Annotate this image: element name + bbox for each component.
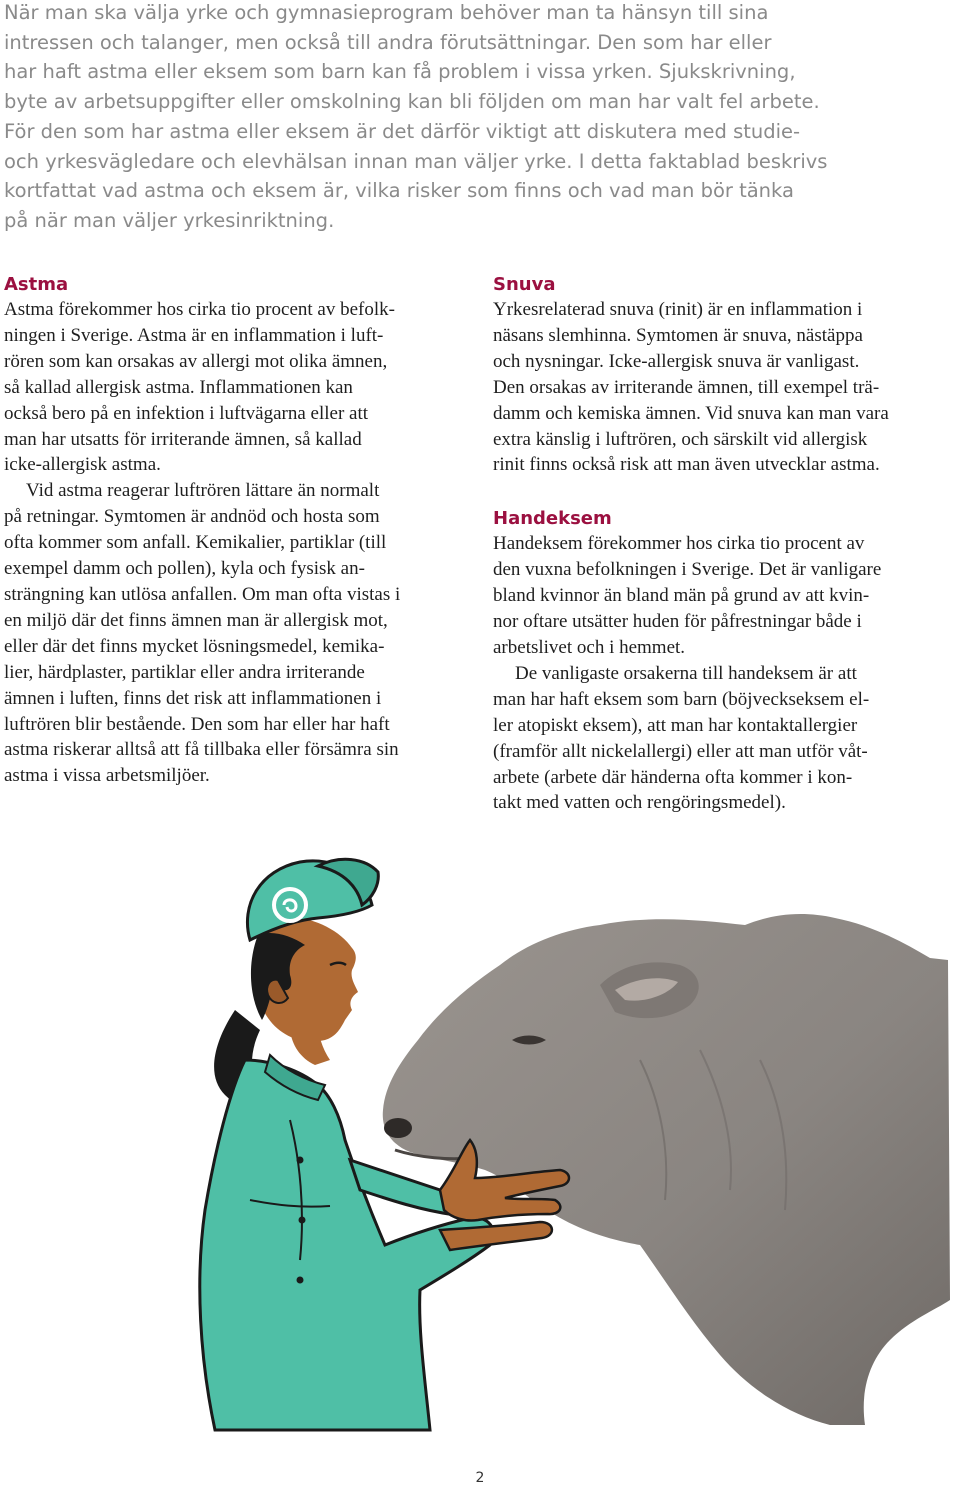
text-line: De vanligaste orsakerna till handeksem är att: [515, 662, 857, 684]
text-line: en miljö där det finns ämnen man är allergisk mot,: [4, 609, 388, 631]
text-line: och nysningar. Icke-allergisk snuva är vanligast.: [493, 350, 860, 372]
paragraph: [493, 297, 948, 478]
section-snuva: [493, 272, 948, 478]
text-line: (framför allt nickelallergi) eller att man utför våt-: [493, 740, 868, 762]
text-line: man har haft eksem som barn (böjveckseksem el-: [493, 688, 870, 710]
text-line: Handeksem förekommer hos cirka tio procent av: [493, 533, 865, 555]
text-line: icke-allergisk astma.: [4, 454, 161, 476]
intro-line: byte av arbetsuppgifter eller omskolning kan bli följden om man har valt fel arbete.: [4, 90, 820, 114]
intro-line: För den som har astma eller eksem är det därför viktigt att diskutera med studie-: [4, 119, 801, 143]
text-line: nor oftare utsätter huden för påfrestningar både i: [493, 611, 862, 633]
intro-line: på när man väljer yrkesinriktning.: [4, 208, 335, 232]
paragraph: [4, 297, 459, 478]
text-line: rinit finns också risk att man även utvecklar astma.: [493, 454, 880, 476]
text-line: lier, härdplaster, partiklar eller andra irriterande: [4, 661, 365, 683]
text-line: eller där det finns mycket lösningsmedel, kemika-: [4, 635, 385, 657]
intro-line: och yrkesvägledare och elevhälsan innan man väljer yrke. I detta faktablad beskrivs: [4, 149, 828, 173]
text-line: näsans slemhinna. Symtomen är snuva, nästäppa: [493, 324, 863, 346]
section-heading: Astma: [4, 274, 69, 295]
paragraph: [493, 661, 948, 816]
intro-line: När man ska välja yrke och gymnasieprogram behöver man ta hänsyn till sina: [4, 1, 769, 24]
text-line: Astma förekommer hos cirka tio procent av befolk-: [4, 299, 395, 320]
text-line: astma i vissa arbetsmiljöer.: [4, 765, 210, 787]
text-line: strängning kan utlösa anfallen. Om man ofta vistas i: [4, 583, 401, 605]
intro-line: har haft astma eller eksem som barn kan få problem i vissa yrken. Sjukskrivning,: [4, 60, 796, 84]
text-line: luftrören blir bestående. Den som har eller har haft: [4, 713, 390, 735]
text-line: rören som kan orsakas av allergi mot olika ämnen,: [4, 350, 388, 372]
text-line: ningen i Sverige. Astma är en inflammation i luft-: [4, 324, 384, 346]
paragraph: [4, 478, 459, 789]
text-line: Den orsakas av irriterande ämnen, till exempel trä-: [493, 376, 880, 398]
section-heading: Handeksem: [493, 508, 612, 530]
text-line: ler atopiskt eksem), att man har kontaktallergier: [493, 714, 858, 736]
text-line: ämnen i luften, finns det risk att inflammationen i: [4, 687, 382, 709]
section-handeksem: [493, 506, 948, 816]
text-line: ofta kommer som anfall. Kemikalier, partiklar (till: [4, 532, 387, 554]
text-line: arbete (arbete där händerna ofta kommer i kon-: [493, 766, 853, 788]
text-line: exempel damm och pollen), kyla och fysisk an-: [4, 558, 365, 580]
intro-paragraph: [4, 0, 884, 236]
section-astma: [4, 272, 459, 789]
text-line: på retningar. Symtomen är andnöd och hosta som: [4, 506, 380, 528]
text-line: Vid astma reagerar luftrören lättare än normalt: [26, 480, 380, 502]
section-heading: Snuva: [493, 274, 556, 295]
text-line: så kallad allergisk astma. Inflammationen kan: [4, 376, 353, 398]
paragraph: [493, 531, 948, 661]
left-column: [4, 272, 459, 789]
text-line: extra känslig i luftrören, och särskilt vid allergisk: [493, 428, 868, 450]
intro-line: intressen och talanger, men också till andra förutsättningar. Den som har eller: [4, 30, 772, 54]
text-line: den vuxna befolkningen i Sverige. Det är vanligare: [493, 559, 882, 581]
text-line: bland kvinnor än bland män på grund av att kvin-: [493, 585, 870, 607]
page-number: 2: [475, 1470, 485, 1486]
text-line: arbetslivet och i hemmet.: [493, 636, 686, 658]
text-line: takt med vatten och rengöringsmedel).: [493, 792, 786, 814]
text-line: astma riskerar alltså att få tillbaka eller försämra sin: [4, 739, 399, 761]
text-line: man har utsatts för irriterande ämnen, så kallad: [4, 428, 362, 450]
text-line: också bero på en infektion i luftvägarna eller att: [4, 402, 369, 424]
right-column: [493, 272, 948, 816]
intro-line: kortfattat vad astma och eksem är, vilka risker som finns och vad man bör tänka: [4, 179, 794, 203]
text-line: Yrkesrelaterad snuva (rinit) är en inflammation i: [493, 299, 863, 320]
text-line: damm och kemiska ämnen. Vid snuva kan man vara: [493, 402, 889, 424]
illustration: [0, 850, 960, 1440]
